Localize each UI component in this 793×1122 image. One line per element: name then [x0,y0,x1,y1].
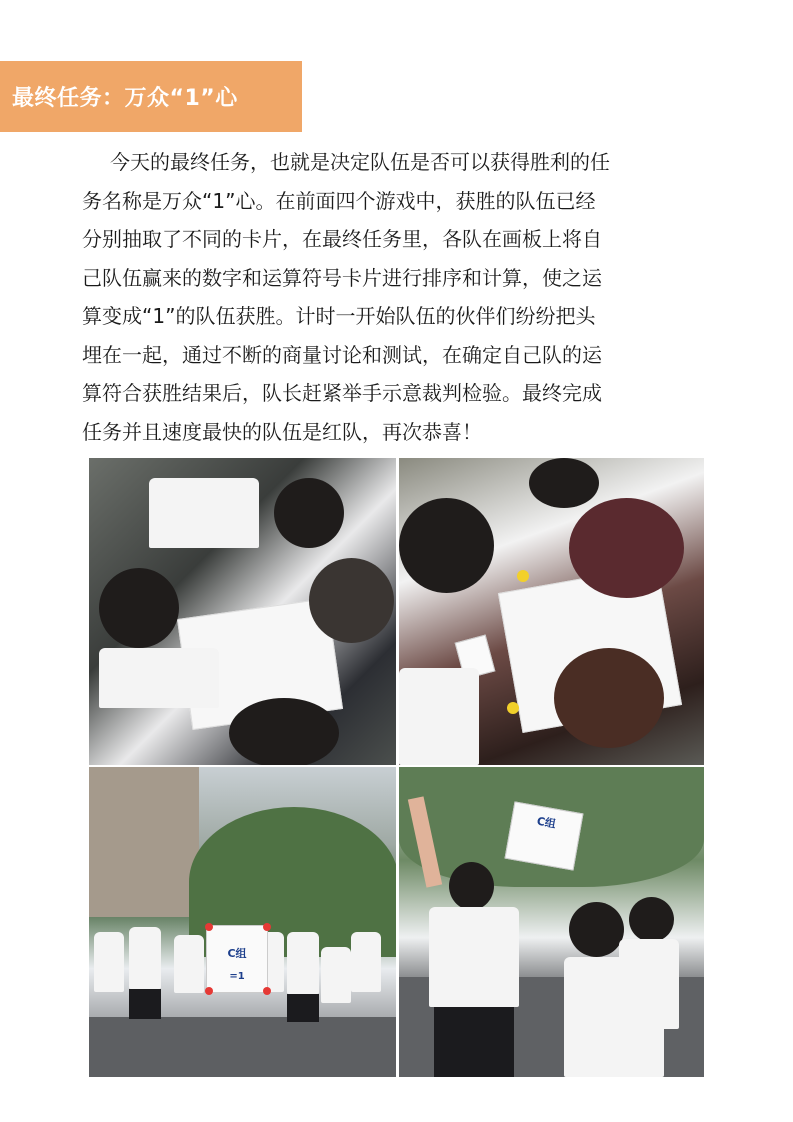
yellow-dot [517,570,529,582]
white-shirt [287,932,319,994]
red-dot [205,987,213,995]
paragraph-line: 算变成“1”的队伍获胜。计时一开始队伍的伙伴们纷纷把头 [82,304,596,328]
paragraph-line: 埋在一起，通过不断的商量讨论和测试，在确定自己队的运 [82,342,602,367]
person [554,648,664,748]
white-shirt [619,939,679,1029]
paragraph-line: 己队伍赢来的数字和运算符号卡片进行排序和计算，使之运 [82,265,602,290]
white-shirt [99,648,219,708]
dark-shorts [129,989,161,1019]
ground [89,1017,396,1077]
paragraph-line: 务名称是万众“1”心。在前面四个游戏中，获胜的队伍已经 [82,188,596,213]
group-c-label: C组 [535,814,557,831]
photo-team-huddle-2 [399,458,704,765]
title-banner [0,61,302,132]
group-c-sign [206,925,268,993]
white-shirt [94,932,124,992]
person [399,498,494,593]
body-paragraph [82,143,712,451]
paragraph-line: 算符合获胜结果后，队长赶紧举手示意裁判检验。最终完成 [82,381,602,405]
white-shirt [149,478,259,548]
white-shirt [321,947,351,1003]
person [629,897,674,942]
person [309,558,394,643]
yellow-dot [507,702,519,714]
person [229,698,339,765]
dark-shorts [287,994,319,1022]
white-shirt [399,668,479,765]
red-dot [263,987,271,995]
red-dot [205,923,213,931]
person [569,498,684,598]
cap [529,458,599,508]
photo-group-sign [89,767,396,1077]
white-shirt [174,935,204,993]
paragraph-line: 任务并且速度最快的队伍是红队，再次恭喜！ [82,419,482,444]
person [274,478,344,548]
photo-grid [89,458,704,1077]
red-dot [263,923,271,931]
captain-head [449,862,494,910]
white-shirt [351,932,381,992]
black-pants [434,1007,514,1077]
white-shirt [429,907,519,1007]
paragraph-line: 分别抽取了不同的卡片，在最终任务里，各队在画板上将自 [82,227,602,251]
photo-captain-raising-hand [399,767,704,1077]
white-shirt [129,927,161,989]
group-c-sign [504,801,583,870]
section-title: 最终任务：万众“1”心 [12,86,238,111]
photo-team-huddle-1 [89,458,396,765]
building [89,767,199,917]
person [569,902,624,957]
group-c-label: C组 [227,946,247,960]
paragraph-line: 今天的最终任务，也就是决定队伍是否可以获得胜利的任 [110,150,610,174]
person [99,568,179,648]
equation-label: =1 [229,970,245,982]
